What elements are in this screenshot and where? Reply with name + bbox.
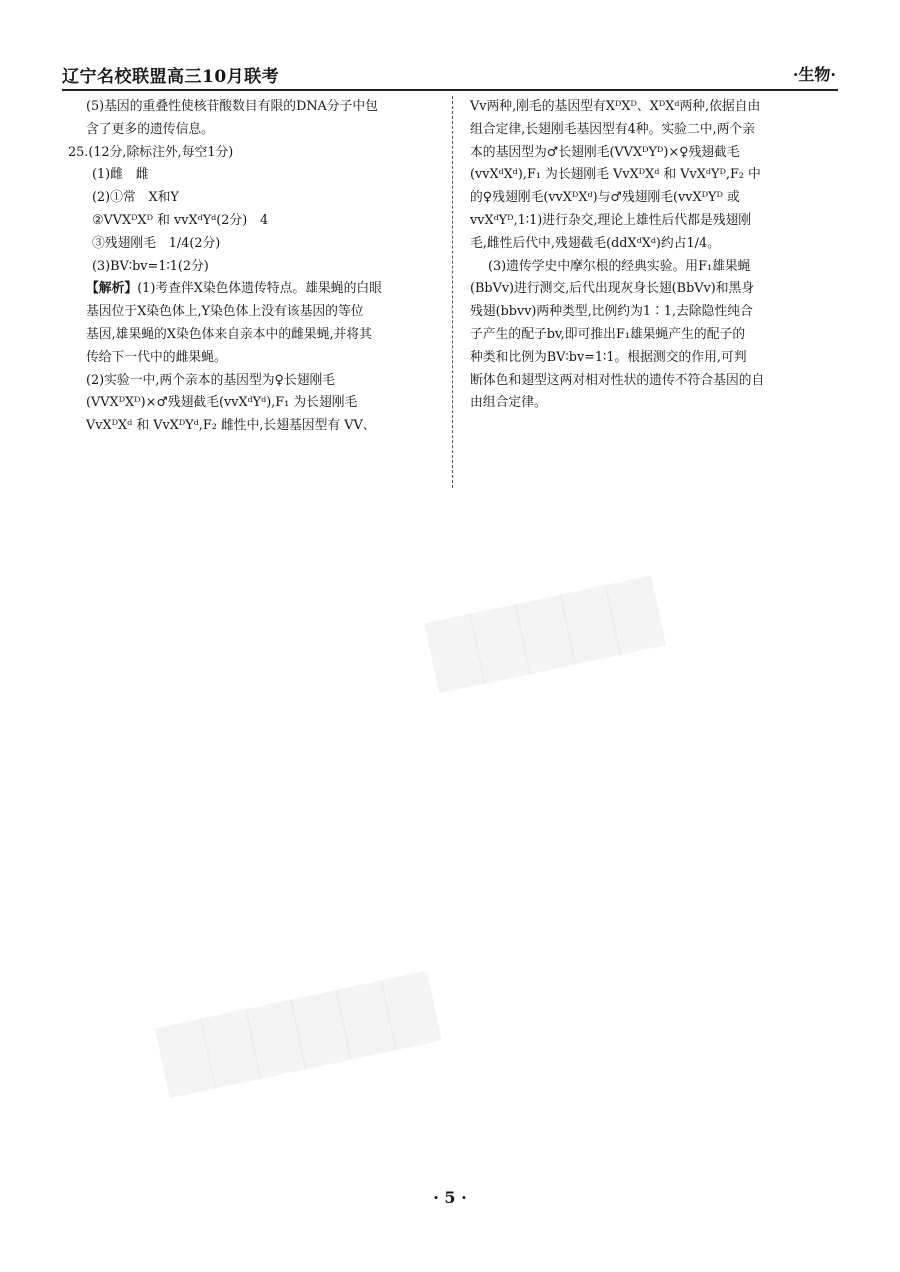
exam-title: 辽宁名校联盟高三10月联考 (62, 67, 280, 87)
analysis-line: 毛,雌性后代中,残翅截毛(ddXᵈXᵈ)约占1/4。 (470, 235, 720, 251)
analysis-line: (vvXᵈXᵈ),F₁ 为长翅刚毛 VvXᴰXᵈ 和 VvXᵈYᴰ,F₂ 中 (470, 167, 761, 183)
analysis-line: 种类和比例为BV∶bv=1∶1。根据测交的作用,可判 (470, 349, 747, 365)
analysis-tag: 【解析】 (86, 281, 138, 297)
answer-line: (1)雌 雌 (92, 167, 149, 183)
analysis-line: Vv两种,刚毛的基因型有XᴰXᴰ、XᴰXᵈ两种,依据自由 (470, 99, 761, 114)
analysis-text: (1)考查伴X染色体遗传特点。雄果蝇的白眼 (137, 281, 382, 297)
answer-line: (5)基因的重叠性使核苷酸数目有限的DNA分子中包 (86, 99, 378, 114)
analysis-line: (BbVv)进行测交,后代出现灰身长翅(BbVv)和黑身 (470, 281, 755, 297)
analysis-line (68, 278, 440, 301)
page-number: · 5 · (433, 1188, 467, 1207)
answer-line: 含了更多的遗传信息。 (86, 121, 214, 137)
analysis-line: 本的基因型为♂长翅刚毛(VVXᴰYᴰ)×♀残翅截毛 (470, 144, 740, 160)
analysis-line: 残翅(bbvv)两种类型,比例约为1∶1,去除隐性纯合 (470, 304, 753, 320)
answer-line: ②VVXᴰXᴰ 和 vvXᵈYᵈ(2分) 4 (92, 212, 269, 228)
left-column (68, 96, 440, 438)
analysis-line: 子产生的配子bv,即可推出F₁雄果蝇产生的配子的 (470, 326, 746, 342)
analysis-line: vvXᵈYᴰ,1∶1)进行杂交,理论上雄性后代都是残翅刚 (470, 212, 752, 228)
analysis-line: 由组合定律。 (470, 395, 547, 411)
analysis-line: 组合定律,长翅刚毛基因型有4种。实验二中,两个亲 (470, 121, 756, 137)
answer-line: (3)BV∶bv=1∶1(2分) (92, 258, 209, 274)
question-heading: 25.(12分,除标注外,每空1分) (68, 144, 234, 160)
watermark-upper: █████ (425, 576, 666, 694)
analysis-line: 的♀残翅刚毛(vvXᴰXᵈ)与♂残翅刚毛(vvXᴰYᴰ 或 (470, 190, 740, 206)
right-column (470, 96, 838, 415)
analysis-line: 断体色和翅型这两对相对性状的遗传不符合基因的自 (470, 372, 765, 388)
page-header (62, 62, 838, 90)
subject-label: ·生物· (792, 65, 836, 84)
answer-line: ③残翅刚毛 1/4(2分) (92, 235, 221, 251)
watermark-lower: ██████ (155, 971, 442, 1099)
analysis-line: VvXᴰXᵈ 和 VvXᴰYᵈ,F₂ 雌性中,长翅基因型有 VV、 (86, 418, 376, 434)
header-rule (62, 89, 838, 91)
column-divider (452, 96, 453, 488)
analysis-line: (3)遗传学史中摩尔根的经典实验。用F₁雄果蝇 (488, 258, 751, 274)
analysis-line: (VVXᴰXᴰ)×♂残翅截毛(vvXᵈYᵈ),F₁ 为长翅刚毛 (86, 395, 358, 411)
analysis-line: 基因位于X染色体上,Y染色体上没有该基因的等位 (86, 304, 364, 320)
analysis-line: (2)实验一中,两个亲本的基因型为♀长翅刚毛 (86, 372, 336, 388)
answer-line: (2)①常 X和Y (92, 190, 179, 206)
analysis-line: 基因,雄果蝇的X染色体来自亲本中的雌果蝇,并将其 (86, 326, 372, 342)
analysis-line: 传给下一代中的雌果蝇。 (86, 349, 227, 365)
